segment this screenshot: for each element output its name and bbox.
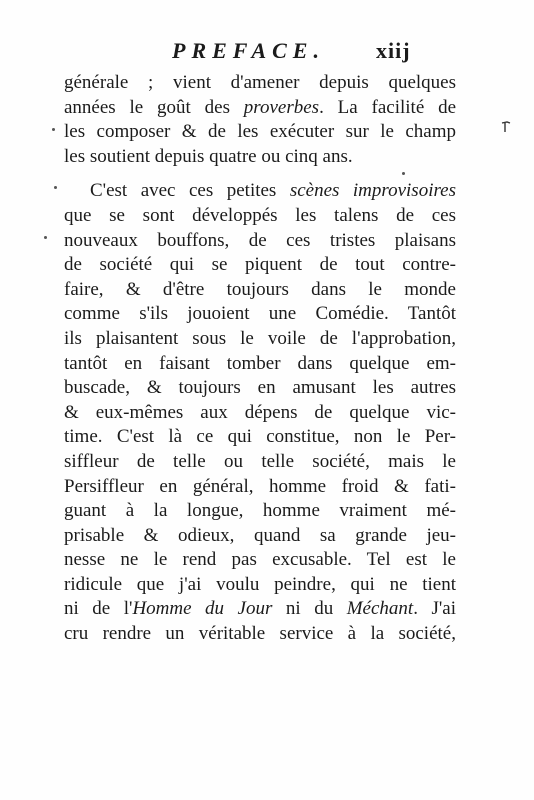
text-run: comme s'ils jouoient une Comédie. Tantôt bbox=[64, 303, 456, 325]
text-line bbox=[64, 145, 456, 170]
body-text bbox=[64, 71, 456, 647]
ink-speck bbox=[402, 172, 405, 175]
text-line bbox=[64, 229, 456, 254]
ink-speck bbox=[44, 236, 47, 239]
text-run: les composer & de les exécuter sur le champ bbox=[64, 121, 456, 143]
italic-run: scènes improvisoires bbox=[289, 180, 456, 202]
text-run: ils plaisantent sous le voile de l'approbation, bbox=[64, 327, 456, 349]
text-line bbox=[64, 253, 456, 278]
text-line bbox=[64, 120, 456, 145]
text-run: les soutient depuis quatre ou cinq ans. bbox=[64, 145, 353, 167]
text-run: guant à la longue, homme vraiment mé- bbox=[64, 500, 456, 522]
text-line bbox=[64, 597, 456, 622]
text-line bbox=[64, 204, 456, 229]
text-run: ni du bbox=[272, 598, 347, 620]
text-run: cru rendre un véritable service à la société, bbox=[64, 623, 456, 645]
ink-speck bbox=[54, 186, 57, 189]
text-line bbox=[64, 622, 456, 647]
text-run: faire, & d'être toujours dans le monde bbox=[64, 278, 456, 300]
text-line bbox=[64, 71, 456, 96]
running-title: PREFACE. bbox=[172, 38, 325, 63]
text-line bbox=[64, 376, 456, 401]
text-line bbox=[64, 352, 456, 377]
text-line bbox=[64, 302, 456, 327]
text-line bbox=[64, 548, 456, 573]
italic-run: Homme du Jour bbox=[132, 598, 273, 620]
text-line bbox=[64, 425, 456, 450]
text-run: buscade, & toujours en amusant les autres bbox=[64, 377, 456, 399]
text-line bbox=[64, 96, 456, 121]
text-run: ni de l' bbox=[64, 598, 133, 620]
text-line bbox=[64, 401, 456, 426]
margin-mark-icon bbox=[500, 120, 512, 134]
text-line bbox=[64, 573, 456, 598]
italic-run: proverbes bbox=[243, 96, 320, 118]
paragraph-gap bbox=[64, 169, 456, 179]
text-run: nesse ne le rend pas excusable. Tel est le bbox=[64, 549, 456, 571]
text-run: prisable & odieux, quand sa grande jeu- bbox=[64, 524, 456, 546]
ink-speck bbox=[52, 128, 55, 131]
text-run: siffleur de telle ou telle société, mais le bbox=[64, 450, 456, 472]
text-run: Persiffleur en général, homme froid & fati- bbox=[64, 475, 456, 497]
text-line bbox=[64, 524, 456, 549]
text-run: années le goût des bbox=[64, 96, 244, 118]
page-number: xiij bbox=[376, 38, 411, 63]
page-header bbox=[172, 36, 522, 70]
text-line bbox=[64, 179, 456, 204]
text-line bbox=[64, 278, 456, 303]
text-run: . J'ai bbox=[413, 598, 456, 620]
text-run: de société qui se piquent de tout contre- bbox=[64, 254, 456, 276]
text-run: . La facilité de bbox=[319, 96, 456, 118]
text-run: ridicule que j'ai voulu peindre, qui ne tient bbox=[64, 573, 456, 595]
text-line bbox=[64, 450, 456, 475]
italic-run: Méchant bbox=[346, 598, 414, 620]
text-run: que se sont développés les talens de ces bbox=[64, 204, 456, 226]
text-run: tantôt en faisant tomber dans quelque em- bbox=[64, 352, 456, 374]
text-line bbox=[64, 327, 456, 352]
text-run: nouveaux bouffons, de ces tristes plaisans bbox=[64, 229, 456, 251]
text-run: time. C'est là ce qui constitue, non le Per- bbox=[64, 426, 456, 448]
text-run: C'est avec ces petites bbox=[90, 180, 290, 202]
text-line bbox=[64, 475, 456, 500]
text-line bbox=[64, 499, 456, 524]
text-run: générale ; vient d'amener depuis quelques bbox=[64, 72, 456, 93]
text-run: & eux-mêmes aux dépens de quelque vic- bbox=[64, 401, 456, 423]
